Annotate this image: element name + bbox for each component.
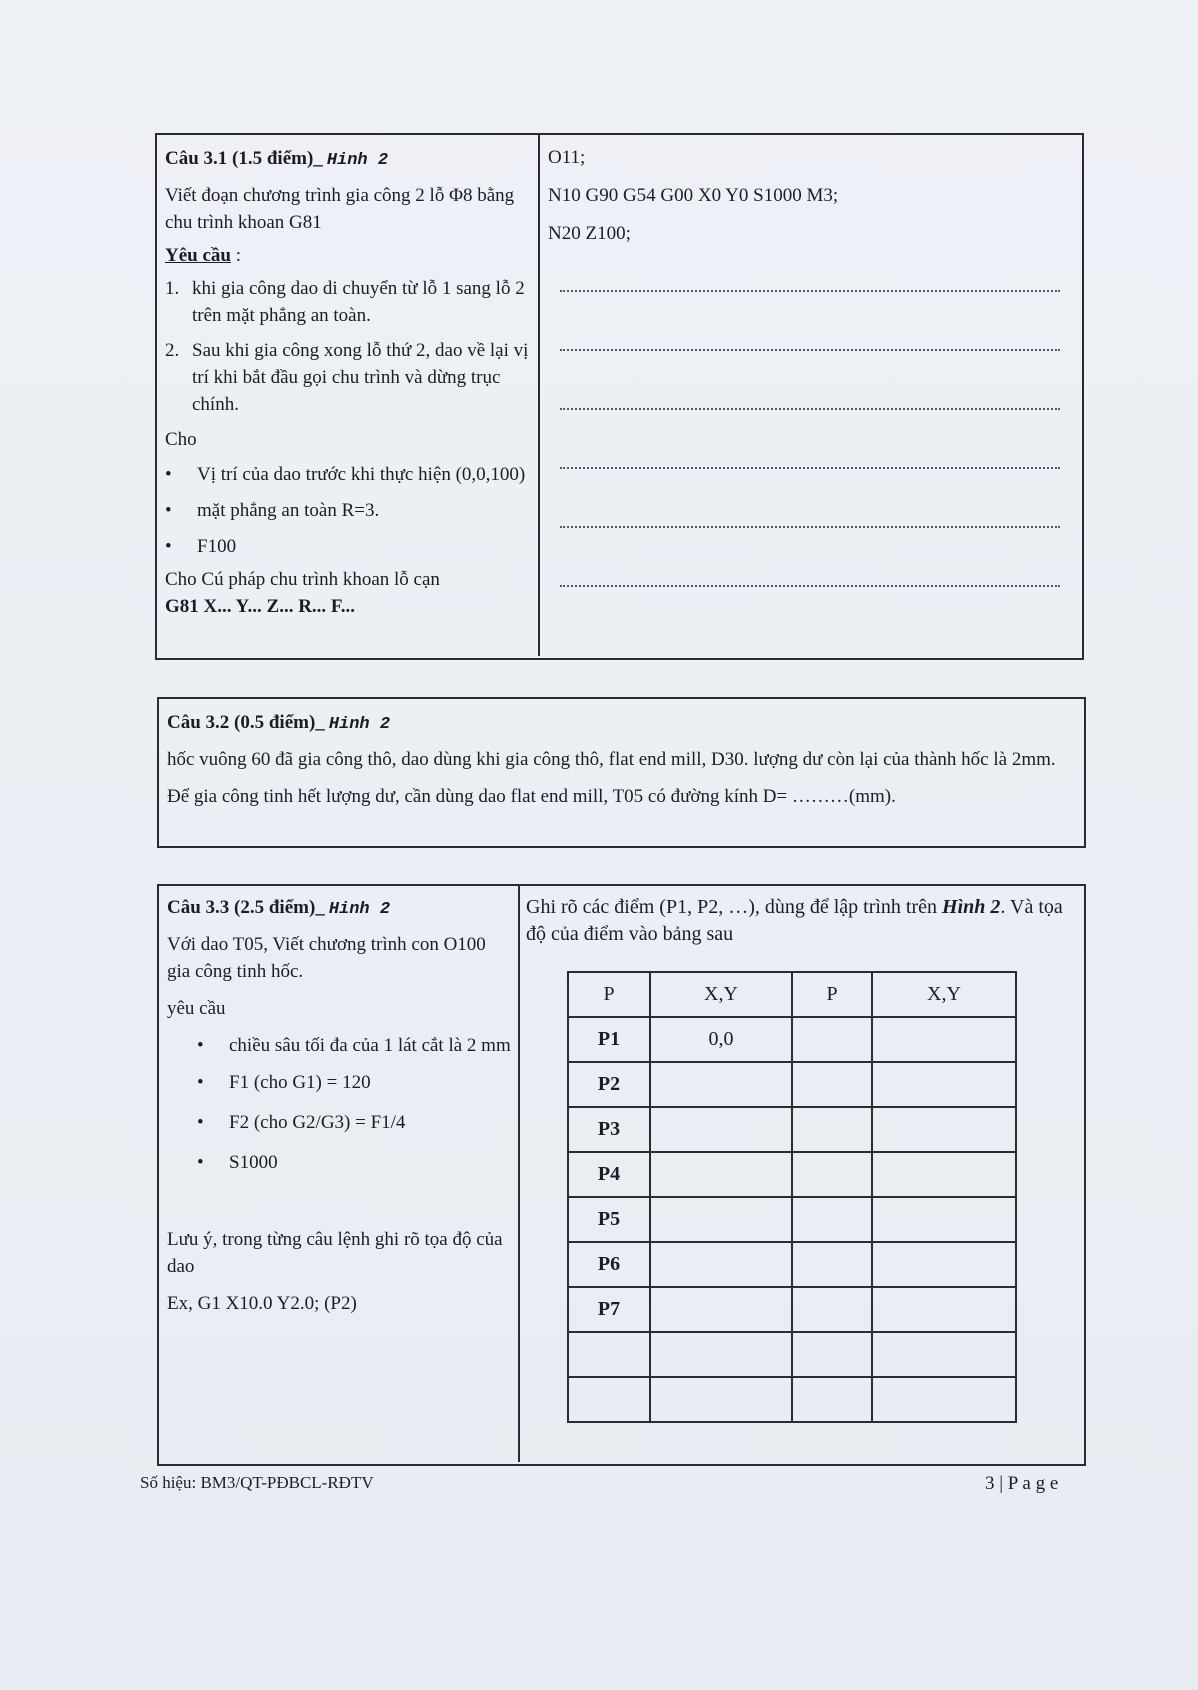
answer-dotted-line bbox=[560, 467, 1060, 469]
table-cell[interactable] bbox=[792, 1332, 872, 1377]
table-cell: P1 bbox=[568, 1017, 650, 1062]
table-cell[interactable] bbox=[792, 1287, 872, 1332]
code-line: O11; bbox=[548, 147, 586, 168]
table-cell[interactable] bbox=[792, 1017, 872, 1062]
table-cell[interactable] bbox=[792, 1377, 872, 1422]
answer-dotted-line bbox=[560, 585, 1060, 587]
question-3-3-requirement-list bbox=[197, 1032, 512, 1176]
answer-dotted-line bbox=[560, 408, 1060, 410]
coordinate-table bbox=[567, 971, 1017, 1423]
table-header-row bbox=[568, 972, 1016, 1017]
table-cell[interactable] bbox=[872, 1062, 1016, 1107]
table-row bbox=[568, 1332, 1016, 1377]
question-3-3-intro: Với dao T05, Viết chương trình con O100 gia công tinh hốc. bbox=[167, 934, 486, 982]
table-cell: P3 bbox=[568, 1107, 650, 1152]
table-row bbox=[568, 1377, 1016, 1422]
question-3-2-title: Câu 3.2 (0.5 điểm)_ bbox=[167, 712, 325, 733]
table-row bbox=[568, 1152, 1016, 1197]
question-3-2-text: hốc vuông 60 đã gia công thô, dao dùng khi gia công thô, flat end mill, D30. lượng dư còn lại của thành hốc là 2mm. bbox=[167, 749, 1056, 770]
question-3-1-requirement-label: Yêu cầu bbox=[165, 245, 231, 266]
table-row bbox=[568, 1287, 1016, 1332]
question-3-1-given-list bbox=[165, 461, 530, 560]
list-item-text: khi gia công dao di chuyển từ lỗ 1 sang lỗ 2 trên mặt phẳng an toàn. bbox=[192, 278, 525, 326]
question-3-1-syntax-label: Cho Cú pháp chu trình khoan lỗ cạn bbox=[165, 569, 440, 590]
question-3-3-divider bbox=[518, 884, 520, 1462]
instruction-text: Ghi rõ các điểm (P1, P2, …), dùng để lập trình trên bbox=[526, 896, 943, 918]
list-item-text: Sau khi gia công xong lỗ thứ 2, dao về lại vị trí khi bắt đầu gọi chu trình và dừng trục chính. bbox=[192, 340, 529, 415]
footer-page-number: 3 | P a g e bbox=[985, 1473, 1059, 1494]
table-cell[interactable] bbox=[872, 1107, 1016, 1152]
table-cell[interactable] bbox=[792, 1062, 872, 1107]
answer-dotted-line bbox=[560, 526, 1060, 528]
table-cell[interactable] bbox=[650, 1287, 792, 1332]
question-3-3-right bbox=[526, 894, 1074, 948]
table-cell[interactable] bbox=[792, 1152, 872, 1197]
table-cell: P2 bbox=[568, 1062, 650, 1107]
list-item: • Vị trí của dao trước khi thực hiện (0,0,100) bbox=[165, 461, 530, 488]
answer-dotted-line bbox=[560, 349, 1060, 351]
table-cell[interactable] bbox=[792, 1197, 872, 1242]
table-cell[interactable] bbox=[792, 1107, 872, 1152]
table-cell: P5 bbox=[568, 1197, 650, 1242]
list-item: • F1 (cho G1) = 120 bbox=[197, 1069, 512, 1096]
question-3-1-divider bbox=[538, 133, 540, 656]
question-3-2-content bbox=[167, 712, 1072, 810]
question-3-1-intro: Viết đoạn chương trình gia công 2 lỗ Φ8 bằng chu trình khoan G81 bbox=[165, 185, 515, 233]
code-line: N10 G90 G54 G00 X0 Y0 S1000 M3; bbox=[548, 185, 839, 206]
table-row bbox=[568, 1197, 1016, 1242]
list-item-number: 2. bbox=[165, 340, 180, 361]
list-item: • F100 bbox=[165, 533, 530, 560]
table-cell[interactable] bbox=[872, 1332, 1016, 1377]
table-cell[interactable]: 0,0 bbox=[650, 1017, 792, 1062]
table-header: P bbox=[568, 972, 650, 1017]
table-cell[interactable] bbox=[872, 1287, 1016, 1332]
question-3-1-left bbox=[165, 148, 530, 620]
list-item-number: 1. bbox=[165, 278, 180, 299]
question-3-3-title: Câu 3.3 (2.5 điểm)_ bbox=[167, 897, 325, 918]
table-row bbox=[568, 1242, 1016, 1287]
table-cell[interactable] bbox=[650, 1107, 792, 1152]
question-3-1-syntax: G81 X... Y... Z... R... F... bbox=[165, 596, 356, 617]
question-3-3-note: Lưu ý, trong từng câu lệnh ghi rõ tọa độ của dao bbox=[167, 1229, 503, 1277]
question-3-3-table-instruction bbox=[526, 894, 1074, 948]
table-cell: P4 bbox=[568, 1152, 650, 1197]
question-3-2-question: Để gia công tinh hết lượng dư, cần dùng dao flat end mill, T05 có đường kính D= ………(mm). bbox=[167, 786, 896, 807]
table-cell[interactable] bbox=[650, 1152, 792, 1197]
question-3-1-given-label: Cho bbox=[165, 429, 197, 450]
answer-dotted-line bbox=[560, 290, 1060, 292]
question-3-1-figure-ref: Hinh 2 bbox=[326, 151, 389, 170]
question-3-1-requirement-list bbox=[165, 275, 530, 418]
list-item: • chiều sâu tối đa của 1 lát cắt là 2 mm bbox=[197, 1032, 512, 1059]
list-item: • F2 (cho G2/G3) = F1/4 bbox=[197, 1109, 512, 1136]
table-row bbox=[568, 1017, 1016, 1062]
question-3-3-left bbox=[167, 897, 512, 1317]
list-item bbox=[165, 275, 530, 329]
table-cell[interactable] bbox=[872, 1242, 1016, 1287]
table-row bbox=[568, 1062, 1016, 1107]
list-item bbox=[165, 337, 530, 418]
question-3-1-title: Câu 3.1 (1.5 điểm)_ bbox=[165, 148, 323, 169]
question-3-2-figure-ref: Hinh 2 bbox=[328, 715, 391, 734]
table-cell[interactable] bbox=[650, 1062, 792, 1107]
question-3-3-figure-ref: Hinh 2 bbox=[328, 900, 391, 919]
table-cell[interactable] bbox=[568, 1332, 650, 1377]
question-3-1-requirement-colon: : bbox=[235, 245, 242, 266]
instruction-text-end: . Và tọa độ của điểm vào bảng sau bbox=[526, 896, 1063, 945]
footer-document-code: Số hiệu: BM3/QT-PĐBCL-RĐTV bbox=[140, 1473, 374, 1492]
table-cell[interactable] bbox=[650, 1332, 792, 1377]
instruction-figure-ref: Hình 2 bbox=[942, 896, 1001, 918]
code-line: N20 Z100; bbox=[548, 223, 631, 244]
list-item: • S1000 bbox=[197, 1149, 512, 1176]
table-cell[interactable] bbox=[650, 1242, 792, 1287]
question-3-3-requirement-label: yêu cầu bbox=[167, 998, 226, 1019]
table-cell[interactable] bbox=[872, 1197, 1016, 1242]
table-header: X,Y bbox=[872, 972, 1016, 1017]
table-cell: P6 bbox=[568, 1242, 650, 1287]
table-cell[interactable] bbox=[568, 1377, 650, 1422]
table-header: X,Y bbox=[650, 972, 792, 1017]
table-header: P bbox=[792, 972, 872, 1017]
table-row bbox=[568, 1107, 1016, 1152]
table-cell[interactable] bbox=[872, 1152, 1016, 1197]
table-cell[interactable] bbox=[872, 1017, 1016, 1062]
list-item: • mặt phẳng an toàn R=3. bbox=[165, 497, 530, 524]
question-3-1-code bbox=[548, 147, 1068, 245]
table-cell: P7 bbox=[568, 1287, 650, 1332]
table-cell[interactable] bbox=[650, 1377, 792, 1422]
table-cell[interactable] bbox=[650, 1197, 792, 1242]
table-cell[interactable] bbox=[872, 1377, 1016, 1422]
table-cell[interactable] bbox=[792, 1242, 872, 1287]
question-3-3-example: Ex, G1 X10.0 Y2.0; (P2) bbox=[167, 1293, 357, 1314]
